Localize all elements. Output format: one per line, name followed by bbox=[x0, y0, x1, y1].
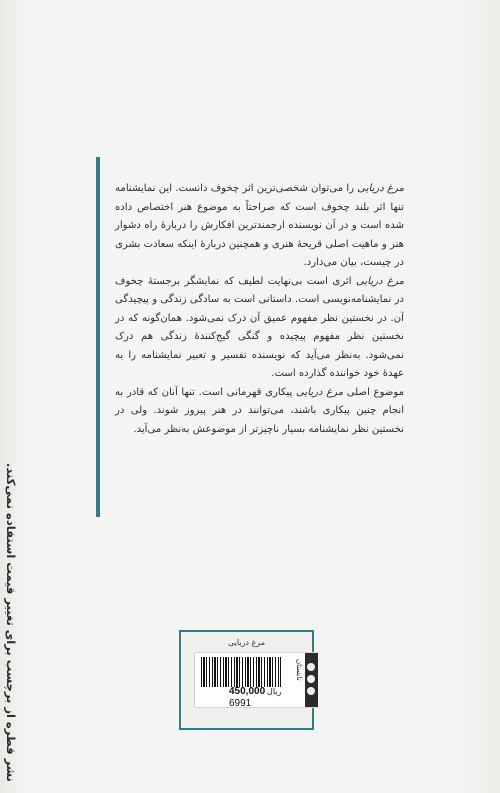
logo-dot-icon bbox=[307, 663, 315, 671]
blurb-paragraph-2: مرغ دریایی اثری است بی‌نهایت لطیف که نمایشگر برجستهٔ چخوف در نمایشنامه‌نویسی است. داستانی است به سادگی زندگی و پیچیدگی آن. در نخستین نظر مفهوم عمیق آن درک نمی‌شود. همان‌گونه که در نخستین نظر مفهوم پیچیده و گنگی گیج‌کنندهٔ زندگی هم درک نمی‌شود. به‌نظر می‌آید که نویسنده تفسیر و تعبیر نمایشنامه را به عهدهٔ خود خواننده گذارده است. bbox=[115, 275, 404, 379]
book-title-inline: مرغ دریایی bbox=[357, 183, 404, 194]
accent-rule bbox=[96, 157, 100, 517]
sticker-book-title: مرغ دریایی bbox=[228, 638, 265, 647]
book-title-inline: مرغ دریایی bbox=[296, 386, 344, 398]
price-value: 450,000 bbox=[229, 686, 266, 697]
store-logo-icon bbox=[305, 653, 318, 707]
barcode bbox=[201, 657, 281, 687]
publisher-price-note: نشر قطره از برچسب برای تغییر قیمت استفاده نمی‌کند. bbox=[4, 463, 18, 782]
price-sticker bbox=[194, 652, 318, 708]
price-currency: ریال bbox=[267, 687, 282, 696]
store-name: تابستان bbox=[295, 659, 303, 681]
blurb-text bbox=[115, 180, 404, 439]
blurb-paragraph-3: موضوع اصلی مرغ دریایی پیکاری قهرمانی است. تنها آنان که قادر به انجام چنین پیکاری باشند، می‌توانند در هنر پیروز شوند. ولی در نخستین نظر نمایشنامه بسیار ناچیزتر از موضوعش به‌نظر می‌آید. bbox=[115, 386, 404, 435]
logo-dot-icon bbox=[307, 687, 315, 695]
logo-dot-icon bbox=[307, 675, 315, 683]
book-title-inline: مرغ دریایی bbox=[356, 275, 404, 287]
blurb-paragraph-1: مرغ دریایی را می‌توان شخصی‌ترین اثر چخوف دانست. این نمایشنامه تنها اثر بلند چخوف است که صراحتاً به موضوع هنر اختصاص داده شده است و در آن نویسنده ارجمندترین افکارش را دربارهٔ راه دشوار هنر و ماهیت اصلی قریحهٔ هنری و همچنین دربارهٔ اینکه سعادت بشری در چیست، بیان می‌دارد. bbox=[115, 183, 404, 268]
item-code: 6991 bbox=[229, 698, 252, 709]
